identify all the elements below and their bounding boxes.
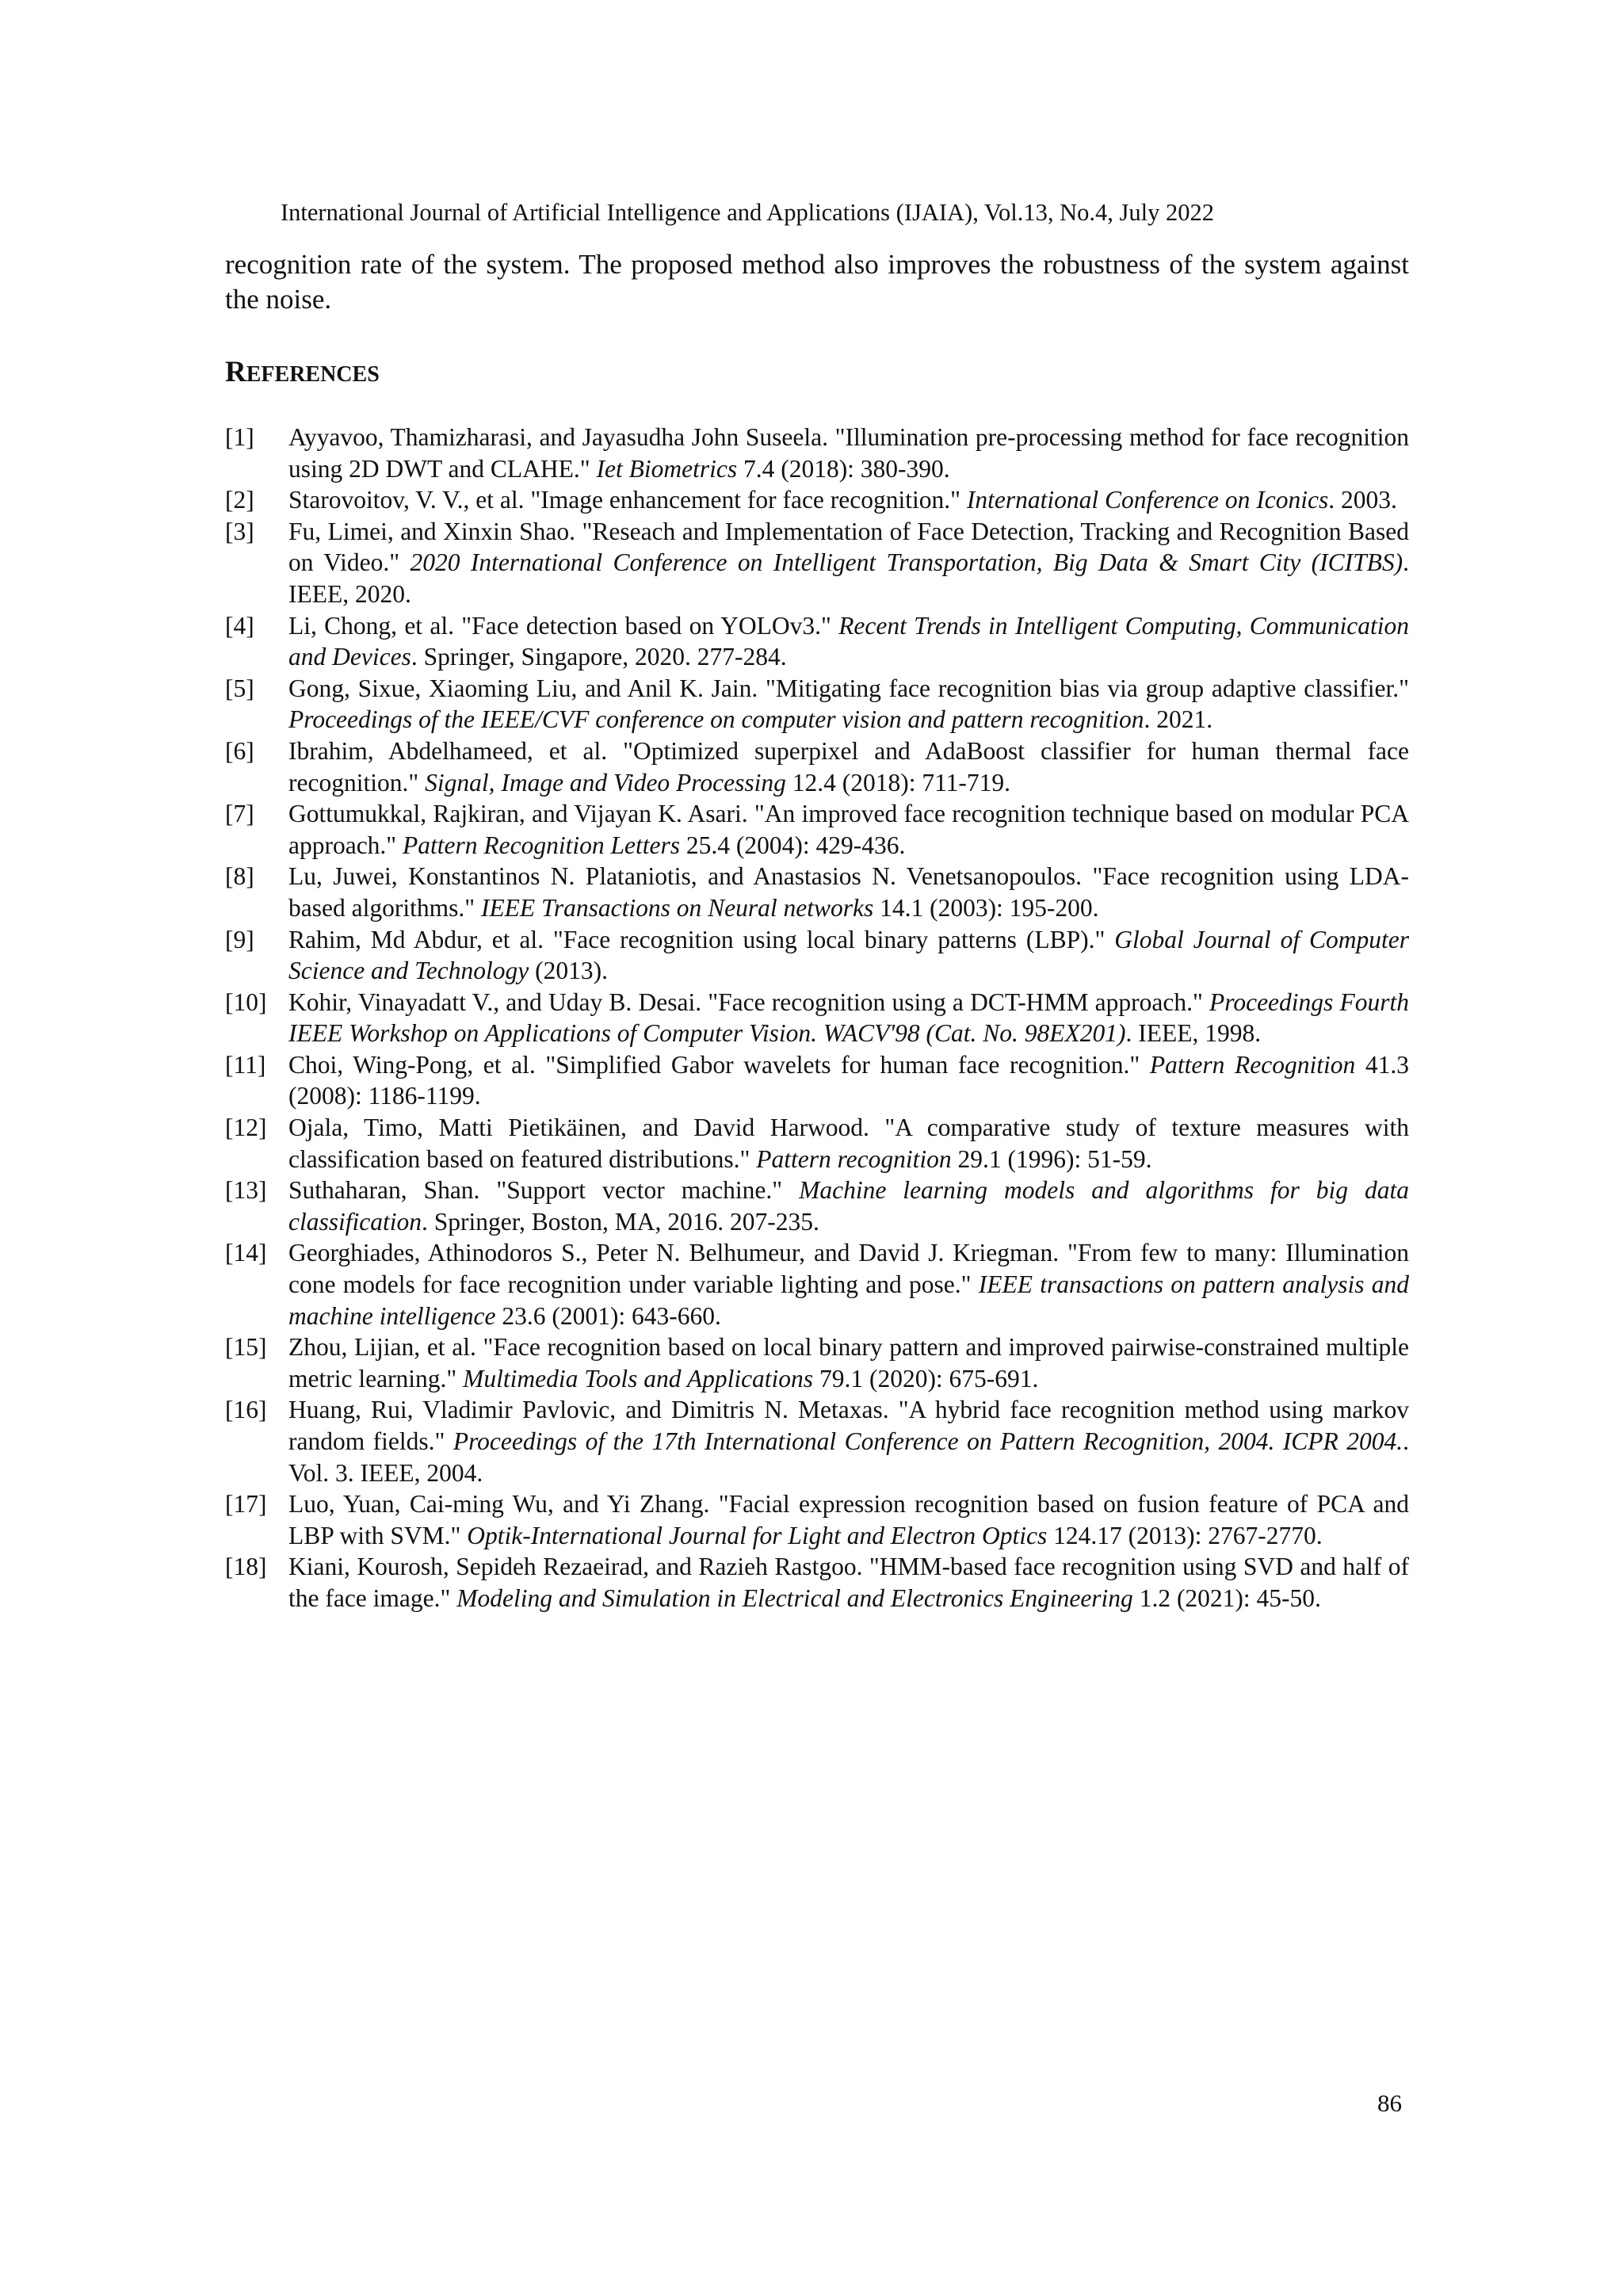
reference-venue: IEEE transactions on pattern analysis and machine intelligence: [288, 1270, 1409, 1330]
reference-venue: Optik-International Journal for Light and Electron Optics: [467, 1521, 1048, 1549]
reference-citation: Gottumukkal, Rajkiran, and Vijayan K. Asari. "An improved face recognition technique based on modular PCA approach.": [288, 800, 1409, 859]
reference-number: [12]: [225, 1114, 267, 1142]
reference-venue: 2020 International Conference on Intelligent Transportation, Big Data & Smart City (ICITBS): [410, 548, 1403, 577]
reference-number: [3]: [225, 517, 254, 545]
reference-item: [225, 484, 1409, 516]
reference-citation: Li, Chong, et al. "Face detection based on YOLOv3.": [288, 611, 839, 640]
reference-text: [288, 1490, 1409, 1549]
reference-details: 41.3 (2008): 1186-1199.: [288, 1050, 1409, 1110]
reference-number: [6]: [225, 736, 254, 765]
reference-citation: Luo, Yuan, Cai-ming Wu, and Yi Zhang. "Facial expression recognition based on fusion feature of PCA and LBP with SVM.": [288, 1490, 1409, 1549]
reference-details: . IEEE, 2020.: [288, 548, 1409, 608]
reference-number: [14]: [225, 1239, 267, 1267]
reference-text: [288, 737, 1409, 797]
reference-citation: Suthaharan, Shan. "Support vector machine.": [288, 1176, 800, 1205]
reference-details: . Vol. 3. IEEE, 2004.: [288, 1427, 1409, 1487]
reference-details: . Springer, Boston, MA, 2016. 207-235.: [422, 1207, 819, 1236]
reference-item: [225, 610, 1409, 673]
reference-text: [288, 926, 1409, 985]
reference-text: [288, 423, 1409, 483]
reference-number: [15]: [225, 1333, 267, 1362]
reference-item: [225, 1394, 1409, 1488]
reference-venue: Machine learning models and algorithms for big data classification: [288, 1176, 1409, 1236]
reference-citation: Kohir, Vinayadatt V., and Uday B. Desai. "Face recognition using a DCT-HMM approach.": [288, 988, 1210, 1016]
reference-text: [288, 1333, 1409, 1392]
reference-number: [7]: [225, 800, 254, 828]
reference-number: [2]: [225, 486, 254, 514]
reference-number: [5]: [225, 674, 254, 702]
reference-number: [1]: [225, 423, 254, 451]
reference-text: [288, 862, 1409, 922]
reference-number: [18]: [225, 1553, 267, 1581]
reference-item: [225, 1049, 1409, 1112]
reference-item: [225, 673, 1409, 735]
reference-text: [288, 612, 1409, 671]
reference-citation: Rahim, Md Abdur, et al. "Face recognition using local binary patterns (LBP).": [288, 925, 1115, 953]
reference-details: . 2003.: [1328, 486, 1397, 514]
reference-text: [288, 1051, 1409, 1110]
reference-number: [16]: [225, 1396, 267, 1424]
reference-citation: Starovoitov, V. V., et al. "Image enhancement for face recognition.": [288, 486, 967, 514]
reference-details: (2013).: [529, 957, 608, 985]
reference-venue: Pattern Recognition Letters: [403, 831, 680, 859]
reference-details: . 2021.: [1144, 705, 1213, 734]
running-header: International Journal of Artificial Intelligence and Applications (IJAIA), Vol.13, No.4, July 2022: [281, 199, 1214, 226]
reference-citation: Ibrahim, Abdelhameed, et al. "Optimized superpixel and AdaBoost classifier for human thermal face recognition.": [288, 736, 1409, 797]
reference-citation: Zhou, Lijian, et al. "Face recognition based on local binary pattern and improved pairwise-constrained multiple metric learning.": [288, 1333, 1409, 1392]
reference-number: [4]: [225, 611, 254, 640]
reference-item: [225, 516, 1409, 610]
reference-text: [288, 1114, 1409, 1173]
reference-citation: Lu, Juwei, Konstantinos N. Plataniotis, and Anastasios N. Venetsanopoulos. "Face recognition using LDA-based algorithms.": [288, 862, 1409, 922]
reference-details: . Springer, Singapore, 2020. 277-284.: [411, 643, 787, 671]
reference-item: [225, 924, 1409, 987]
heading-rest: EFERENCES: [246, 362, 380, 387]
reference-venue: Pattern Recognition: [1149, 1050, 1356, 1079]
reference-venue: International Conference on Iconics: [966, 486, 1329, 514]
reference-venue: Modeling and Simulation in Electrical and Electronics Engineering: [456, 1584, 1133, 1612]
reference-item: [225, 1488, 1409, 1551]
reference-item: [225, 987, 1409, 1049]
reference-venue: Iet Biometrics: [596, 454, 738, 483]
reference-number: [10]: [225, 988, 267, 1016]
reference-list: [225, 422, 1409, 1614]
reference-number: [17]: [225, 1490, 267, 1519]
reference-number: [8]: [225, 862, 254, 891]
reference-text: [288, 800, 1409, 859]
reference-number: [9]: [225, 925, 254, 953]
reference-citation: Huang, Rui, Vladimir Pavlovic, and Dimitris N. Metaxas. "A hybrid face recognition method using markov random fields.": [288, 1396, 1409, 1455]
references-heading: [225, 355, 380, 392]
reference-text: [288, 1553, 1409, 1612]
reference-text: [288, 674, 1409, 734]
reference-item: [225, 1551, 1409, 1614]
reference-text: [288, 1176, 1409, 1236]
reference-item: [225, 735, 1409, 798]
reference-venue: IEEE Transactions on Neural networks: [480, 893, 874, 922]
reference-item: [225, 1331, 1409, 1394]
reference-details: . IEEE, 1998.: [1125, 1019, 1262, 1048]
reference-item: [225, 1112, 1409, 1175]
reference-venue: Proceedings of the IEEE/CVF conference on computer vision and pattern recognition: [288, 705, 1144, 734]
reference-item: [225, 422, 1409, 484]
reference-details: 79.1 (2020): 675-691.: [813, 1364, 1039, 1392]
reference-text: [288, 988, 1409, 1048]
reference-venue: Recent Trends in Intelligent Computing, Communication and Devices: [288, 611, 1409, 671]
reference-details: 29.1 (1996): 51-59.: [951, 1144, 1152, 1173]
reference-citation: Kiani, Kourosh, Sepideh Rezaeirad, and Razieh Rastgoo. "HMM-based face recognition using SVD and half of the face image.": [288, 1553, 1409, 1612]
heading-initial: R: [225, 356, 246, 388]
reference-details: 23.6 (2001): 643-660.: [495, 1301, 721, 1330]
reference-text: [288, 1239, 1409, 1329]
reference-text: [288, 486, 1397, 514]
reference-venue: Multimedia Tools and Applications: [463, 1364, 814, 1392]
reference-text: [288, 1396, 1409, 1486]
reference-text: [288, 518, 1409, 608]
reference-details: 124.17 (2013): 2767-2770.: [1047, 1521, 1323, 1549]
reference-item: [225, 1175, 1409, 1237]
reference-details: 12.4 (2018): 711-719.: [785, 768, 1011, 797]
reference-citation: Georghiades, Athinodoros S., Peter N. Belhumeur, and David J. Kriegman. "From few to many: Illumination cone models for face recognition under variable lighting and pose.": [288, 1239, 1409, 1299]
reference-venue: Signal, Image and Video Processing: [425, 768, 786, 797]
reference-item: [225, 798, 1409, 861]
reference-venue: Pattern recognition: [756, 1144, 952, 1173]
reference-citation: Ayyavoo, Thamizharasi, and Jayasudha John Suseela. "Illumination pre-processing method for face recognition using 2D DWT and CLAHE.": [288, 423, 1409, 483]
reference-citation: Fu, Limei, and Xinxin Shao. "Reseach and Implementation of Face Detection, Tracking and Recognition Based on Video.": [288, 517, 1409, 577]
reference-number: [13]: [225, 1176, 267, 1205]
reference-details: 7.4 (2018): 380-390.: [737, 454, 950, 483]
reference-details: 14.1 (2003): 195-200.: [873, 893, 1099, 922]
reference-citation: Gong, Sixue, Xiaoming Liu, and Anil K. Jain. "Mitigating face recognition bias via group adaptive classifier.": [288, 674, 1409, 702]
reference-citation: Choi, Wing-Pong, et al. "Simplified Gabor wavelets for human face recognition.": [288, 1050, 1150, 1079]
reference-number: [11]: [225, 1050, 266, 1079]
page-number: 86: [1377, 2089, 1402, 2117]
reference-item: [225, 1237, 1409, 1331]
body-paragraph: recognition rate of the system. The proposed method also improves the robustness of the system against the noise.: [225, 249, 1409, 315]
reference-venue: Proceedings Fourth IEEE Workshop on Applications of Computer Vision. WACV'98 (Cat. No. 98EX201): [288, 988, 1409, 1048]
reference-details: 1.2 (2021): 45-50.: [1132, 1584, 1321, 1612]
reference-citation: Ojala, Timo, Matti Pietikäinen, and David Harwood. "A comparative study of texture measures with classification based on featured distributions.": [288, 1114, 1409, 1173]
reference-item: [225, 861, 1409, 923]
reference-venue: Global Journal of Computer Science and Technology: [288, 925, 1409, 985]
reference-venue: Proceedings of the 17th International Conference on Pattern Recognition, 2004. ICPR 2004.: [453, 1427, 1403, 1455]
reference-details: 25.4 (2004): 429-436.: [680, 831, 906, 859]
